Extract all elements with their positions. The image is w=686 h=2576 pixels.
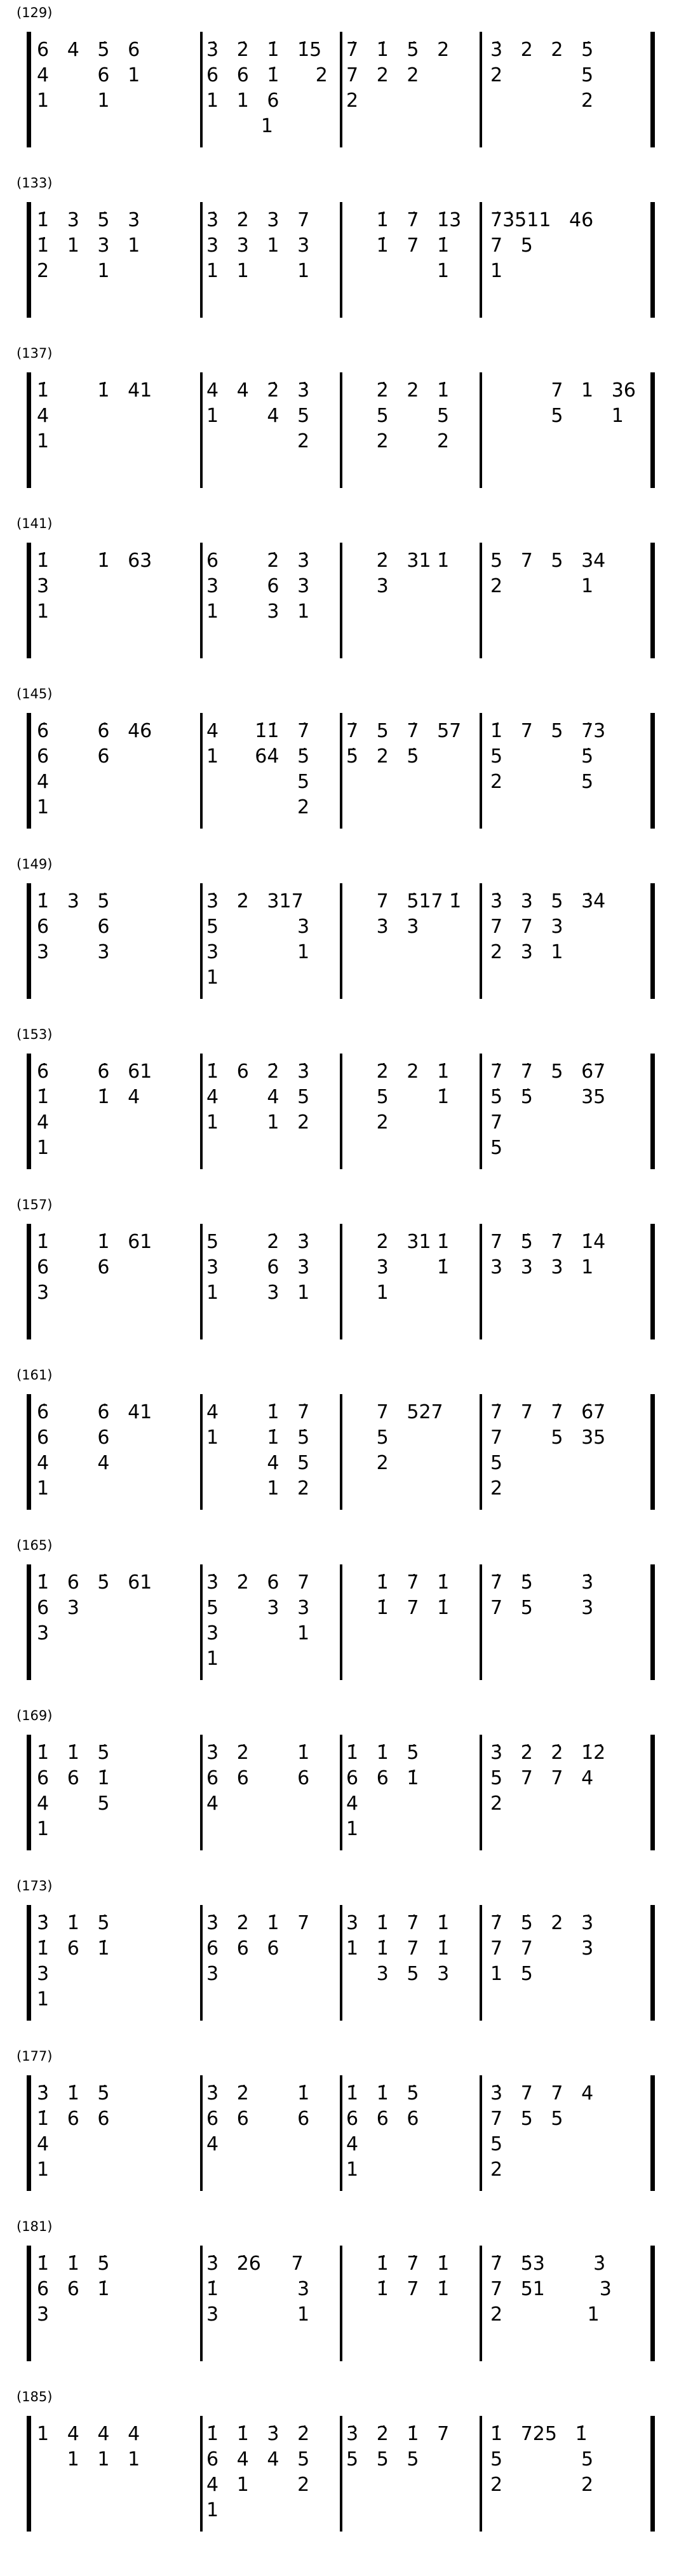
score-system (0, 1027, 686, 1181)
note-row: 4 6 1 (37, 64, 140, 86)
barline (650, 2416, 655, 2532)
barline (480, 883, 482, 999)
note-row: 1̇ 1̇ 5̇ (346, 1742, 419, 1764)
note-row: 6 6 6 (206, 2108, 310, 2130)
note-row: 6 4 5̇ 6 (37, 39, 140, 61)
barline (480, 32, 482, 147)
score-system (0, 175, 686, 329)
barline (200, 32, 203, 147)
note-row: 1̇ 1 3 1 (37, 234, 140, 257)
barline (340, 1564, 342, 1680)
note-row: 1 4 5 (206, 405, 310, 427)
barline (480, 1224, 482, 1339)
barline (480, 1564, 482, 1680)
note-row: 2̇ 2 1̇ (346, 379, 450, 402)
barline (200, 2246, 203, 2361)
note-row: 4 (37, 1111, 50, 1134)
score-system (0, 686, 686, 840)
barline (480, 713, 482, 829)
note-row: 6 2̇ 3̇ (206, 550, 310, 572)
note-row: 2 5 (490, 771, 594, 793)
barline (650, 1905, 655, 2021)
note-row: 1̇ 725 1̇ (490, 2423, 588, 2445)
note-row: 3 1 (206, 2303, 310, 2326)
score-system (0, 346, 686, 499)
barline (27, 1905, 31, 2021)
note-row: 1̇ 7̇ 1̇3 (346, 209, 462, 231)
note-row: 5 5 (490, 2448, 594, 2471)
note-row: 6 6 (37, 745, 110, 768)
note-row: 1̇ 6 1̇ (37, 1937, 110, 1960)
note-row: 5̇ 5̇ 35 (490, 1086, 606, 1108)
note-row: 3̇ 2̇ 2̇ 1̇2̇ (490, 1742, 606, 1764)
note-row: 3 3 3 1 (490, 1256, 594, 1278)
measure-number: (145) (17, 686, 53, 702)
note-row: 5 (346, 1427, 389, 1449)
note-row: 5̇ 2 5̇ (346, 745, 419, 768)
barline (650, 202, 655, 318)
note-row: 6 6 1̇ (37, 1767, 110, 1789)
note-row: 7 7 3 (490, 1937, 594, 1960)
note-row: 1 (37, 430, 50, 452)
note-row: 6 6 1̇ (346, 1767, 419, 1789)
note-row: 1 (37, 1988, 50, 2010)
barline (340, 883, 342, 999)
barline (650, 32, 655, 147)
note-row: 2 (346, 90, 359, 112)
barline (340, 2075, 342, 2191)
note-row: 3 3 (346, 916, 419, 938)
note-row: 1̇ 1̇ 61 (37, 1231, 152, 1253)
barline (340, 32, 342, 147)
score-system (0, 1538, 686, 1691)
measure-number: (185) (17, 2389, 53, 2404)
note-row: 3̇ 2̇ 1̇ (206, 2082, 310, 2105)
note-row: 1 4 4 4 (37, 2423, 140, 2445)
note-row: 7 5 (490, 234, 533, 257)
note-row: 7̇ 5̇ 2 3̇ (490, 1912, 594, 1934)
barline (200, 1054, 203, 1169)
note-row: 7̇ 5̇ 3̇ (490, 1571, 594, 1594)
barline (650, 1735, 655, 1850)
score-system (0, 516, 686, 670)
score-system (0, 1708, 686, 1862)
note-row: 1 1 1 (206, 260, 310, 282)
note-row: 1 5 (490, 1963, 533, 1985)
barline (200, 202, 203, 318)
measure-number: (177) (17, 2049, 53, 2064)
barline (200, 1224, 203, 1339)
note-row: 1 (37, 1477, 50, 1500)
note-row: 2 3 1 (490, 941, 563, 963)
note-row: 3 1 (206, 1622, 310, 1644)
note-row: 1̇ 7 1̇ (346, 2278, 450, 2300)
note-row: 1 (346, 260, 450, 282)
note-row: 7 7 3 (490, 916, 563, 938)
barline (480, 1735, 482, 1850)
note-row: 1 (346, 1282, 389, 1304)
barline (200, 1905, 203, 2021)
measure-number: (161) (17, 1367, 53, 1383)
note-row: 4 (206, 1793, 219, 1815)
note-row: 1̇ 1̇ 4 (37, 1086, 140, 1108)
note-row: 3̇ 2 2 5̇ (490, 39, 594, 61)
note-row: 4 (37, 405, 50, 427)
barline (27, 543, 31, 658)
score-system (0, 1367, 686, 1521)
note-row: 3 1 (206, 941, 310, 963)
note-row: 7 5̇17 1̇ (346, 890, 462, 912)
note-row: 3 1̇ (346, 1256, 450, 1278)
note-row: 5 (490, 1137, 503, 1159)
note-row: 6̇ 6̇ 46 (37, 720, 152, 742)
measure-number: (157) (17, 1197, 53, 1212)
note-row: 6 4 4 5 (206, 2448, 310, 2471)
note-row: 1̇ 3 5̇ 3 (37, 209, 140, 231)
note-row: 4 5 (37, 1793, 110, 1815)
note-row: 6 6 (37, 916, 110, 938)
note-row: 1̇ 1̇ 41 (37, 379, 152, 402)
note-row: 5 2̇ 3̇ (206, 1231, 310, 1253)
note-row: 7 5̇ 7̇ 1̇4̇ (490, 1231, 606, 1253)
barline (650, 2246, 655, 2361)
barline (340, 713, 342, 829)
note-row: 5 (490, 2133, 503, 2155)
note-row: 3̇ 2̇ 1̇ (206, 1742, 310, 1764)
note-row: 4 1 2 (206, 2474, 310, 2496)
note-row: 1 (37, 796, 50, 818)
barline (200, 883, 203, 999)
note-row: 1̇ 7 1̇ (346, 234, 450, 257)
measure-number: (173) (17, 1878, 53, 1894)
barline (340, 2416, 342, 2532)
note-row: 3 5 3 (346, 1963, 450, 1985)
note-row: 3 6 3 (206, 1256, 310, 1278)
note-row: 2 2 (490, 2474, 594, 2496)
barline (200, 1394, 203, 1510)
note-row: 3̇ 2̇ 317 (206, 890, 304, 912)
note-row: 6 6 6 (346, 2108, 419, 2130)
score-system (0, 5, 686, 159)
note-row: 4 4 5 (206, 1086, 310, 1108)
barline (27, 1054, 31, 1169)
barline (650, 1224, 655, 1339)
note-row: 3 1̇ 7̇ 1̇ (346, 1912, 450, 1934)
note-row: 4 4 2̇ 3̇ (206, 379, 310, 402)
note-row: 3̇ 2̇ 6 7 (206, 1571, 310, 1594)
note-row: 7 5 35 (490, 1427, 606, 1449)
barline (340, 2246, 342, 2361)
note-row: 3 (37, 2303, 50, 2326)
note-row: 1 (37, 600, 50, 623)
barline (27, 372, 31, 488)
note-row: 4 (206, 2133, 219, 2155)
note-row: 1̇ 1̇ 3̇ 2̇ (206, 2423, 310, 2445)
note-row: 6 6 (37, 1256, 110, 1278)
barline (27, 2416, 31, 2532)
note-row: 3 (37, 1622, 50, 1644)
barline (480, 2416, 482, 2532)
note-row: 6 6 1̇ 2 (206, 64, 328, 86)
note-row: 1 3 1 (206, 1282, 310, 1304)
barline (480, 1394, 482, 1510)
note-row: 3 3 1 3 (206, 234, 310, 257)
note-row: 4 4 (37, 1452, 110, 1474)
note-row: 2 (490, 1793, 503, 1815)
barline (27, 1564, 31, 1680)
barline (200, 372, 203, 488)
score-system (0, 1197, 686, 1351)
note-row: 7 527 (346, 1401, 443, 1423)
note-row: 1 (346, 2159, 359, 2181)
note-row: 2̇ 31 1̇ (346, 550, 450, 572)
note-row: 1 1̇ 7 1̇ (346, 1937, 450, 1960)
note-row: 1 (206, 966, 219, 989)
measure-number: (169) (17, 1708, 53, 1723)
note-row: 2 5 (490, 64, 594, 86)
note-row: 4 (346, 1793, 359, 1815)
note-row: 5 3 (206, 916, 310, 938)
note-row: 2 1 (490, 2303, 600, 2326)
note-row: 3 (206, 1963, 219, 1985)
note-row: 3̇ 2̇6 7 (206, 2253, 304, 2275)
note-row: 7 2 2 (346, 64, 419, 86)
note-row: 2 (206, 796, 310, 818)
note-row: 7 51 3 (490, 2278, 612, 2300)
note-row: 1 64̇ 5̇ (206, 745, 310, 768)
barline (27, 1224, 31, 1339)
barline (650, 543, 655, 658)
note-row: 1̇ 1̇ 63 (37, 550, 152, 572)
note-row: 3̇ 1̇ 5̇ (37, 1912, 110, 1934)
note-row: 7̇3̇5̇11 46 (490, 209, 594, 231)
note-row: 1 (37, 1818, 50, 1840)
note-row: 3̇ 7 7 4 (490, 2082, 594, 2105)
note-row: 1 1 6 (206, 90, 279, 112)
note-row: 1 1 (37, 90, 110, 112)
note-row: 1 (206, 1648, 219, 1670)
note-row: 1̇ 7 1̇ (346, 1597, 450, 1619)
note-row: 1̇ 1̇ 5̇ (346, 2082, 419, 2105)
note-row: 7̇ 7 7̇ 6̇7̇ (490, 1401, 606, 1423)
note-row: 2 (490, 2159, 503, 2181)
barline (650, 1564, 655, 1680)
note-row: 2 (490, 1477, 503, 1500)
note-row: 5 1 (490, 405, 624, 427)
note-row: 7 (490, 1111, 503, 1134)
note-row: 5 (206, 771, 310, 793)
note-row: 2 (490, 90, 594, 112)
note-row: 6̇ 6̇ 41 (37, 1401, 152, 1423)
barline (480, 2075, 482, 2191)
score-system (0, 2389, 686, 2543)
note-row: 6̇ 6̇ 61 (37, 1061, 152, 1083)
note-row: 6 6 6 (206, 1767, 310, 1789)
barline (340, 543, 342, 658)
note-row: 1 1 1 (37, 2448, 140, 2471)
barline (340, 1224, 342, 1339)
note-row: 3 (346, 575, 389, 597)
note-row: 7 5 5 (490, 2108, 563, 2130)
barline (27, 202, 31, 318)
barline (650, 372, 655, 488)
note-row: 3 3 (37, 941, 110, 963)
note-row: 7 1 36 (490, 379, 636, 402)
note-row: 2 1 (490, 575, 594, 597)
note-row: 1̇ 6 6 (37, 2108, 110, 2130)
score-system (0, 2219, 686, 2373)
note-row: 1 2 (206, 1477, 310, 1500)
barline (480, 1905, 482, 2021)
note-row: 3̇ 2̇ 3 7 (206, 209, 310, 231)
barline (340, 202, 342, 318)
measure-number: (165) (17, 1538, 53, 1553)
note-row: 1̇ 3 (206, 2278, 310, 2300)
barline (480, 543, 482, 658)
note-row: 5 7 7 4 (490, 1767, 594, 1789)
note-row: 5 5 (346, 405, 450, 427)
barline (340, 1394, 342, 1510)
barline (650, 2075, 655, 2191)
note-row: 4 5 (206, 1452, 310, 1474)
note-row: 3̇ 2̇ 1̇ 1̇5 (206, 39, 322, 61)
barline (480, 1054, 482, 1169)
note-row: 6 6 (37, 1427, 110, 1449)
note-row: 6 6 6 (206, 1937, 279, 1960)
barline (27, 32, 31, 147)
note-row: 1 1 2 (206, 1111, 310, 1134)
measure-number: (129) (17, 5, 53, 20)
note-row: 1 (206, 2499, 219, 2521)
note-row: 4 (346, 2133, 359, 2155)
note-row: 1 (206, 115, 273, 137)
note-row: 4 (37, 771, 50, 793)
note-row: 1 3 1 (206, 600, 310, 623)
note-row: 5 5 5 (346, 2448, 419, 2471)
note-row: 7̇ 5̇3 3̇ (490, 2253, 606, 2275)
measure-number: (149) (17, 857, 53, 872)
barline (27, 2075, 31, 2191)
barline (650, 1394, 655, 1510)
barline (480, 2246, 482, 2361)
barline (480, 202, 482, 318)
barline (650, 713, 655, 829)
note-row: 1̇ 3 5̇ (37, 890, 110, 912)
note-row: 3 (37, 1963, 50, 1985)
note-row: 5 3 3 (206, 1597, 310, 1619)
measure-number: (181) (17, 2219, 53, 2234)
barline (650, 1054, 655, 1169)
note-row: 2 1 (37, 260, 110, 282)
note-row: 1̇ 1̇ 5̇ (37, 1742, 110, 1764)
note-row: 1 (346, 1818, 359, 1840)
note-row: 5 5̇ (490, 745, 594, 768)
note-row: 6 3 (37, 1597, 79, 1619)
barline (200, 1564, 203, 1680)
score-system (0, 857, 686, 1010)
barline (27, 2246, 31, 2361)
note-row: 5 7 5 34 (490, 550, 606, 572)
note-row: 4 1̇1̇ 7̇ (206, 720, 310, 742)
barline (27, 883, 31, 999)
note-row: 1 (37, 2159, 50, 2181)
measure-number: (153) (17, 1027, 53, 1042)
barline (27, 1394, 31, 1510)
note-row: 1̇ 7̇ 1̇ (346, 2253, 450, 2275)
barline (200, 713, 203, 829)
note-row: 2 (346, 1452, 389, 1474)
note-row: 1̇ 1̇ 5̇ (37, 2253, 110, 2275)
note-row: 1̇ 7 5 7̇3 (490, 720, 606, 742)
measure-number: (137) (17, 346, 53, 361)
note-row: 2 (346, 1111, 389, 1134)
barline (27, 713, 31, 829)
score-system (0, 1878, 686, 2032)
note-row: 3̇ 1̇ 5̇ (37, 2082, 110, 2105)
score-system (0, 2049, 686, 2202)
note-row: 3 (37, 1282, 50, 1304)
note-row: 4 1̇ 7̇ (206, 1401, 310, 1423)
note-row: 7̇ 1̇ 5̇ 2 (346, 39, 450, 61)
note-row: 3̇ 2̇ 1̇ 7 (206, 1912, 310, 1934)
note-row: 1̇ 7̇ 1̇ (346, 1571, 450, 1594)
barline (340, 1054, 342, 1169)
barline (200, 1735, 203, 1850)
note-row: 7̇ 5 7̇ 57 (346, 720, 462, 742)
note-row: 7 5 3 (490, 1597, 594, 1619)
note-row: 3 6 3 (206, 575, 310, 597)
note-row: 3̇ 3 5 3̇4̇ (490, 890, 606, 912)
note-row: 2 2 (346, 430, 450, 452)
note-row: 6 6 1̇ (37, 2278, 110, 2300)
barline (200, 2075, 203, 2191)
note-row: 3 (37, 575, 50, 597)
barline (27, 1735, 31, 1850)
note-row: 2̇ 2 1̇ (346, 1061, 450, 1083)
note-row: 4 (37, 2133, 50, 2155)
barline (340, 372, 342, 488)
note-row: 1 1̇ 5̇ (206, 1427, 310, 1449)
note-row: 5 1̇ (346, 1086, 450, 1108)
note-row: 1̇ 6 5̇ 61 (37, 1571, 152, 1594)
barline (650, 883, 655, 999)
barline (340, 1735, 342, 1850)
note-row: 7̇ 7̇ 5 6̇7̇ (490, 1061, 606, 1083)
barline (200, 2416, 203, 2532)
note-row: 5 (490, 1452, 503, 1474)
note-row: 2̇ 31 1̇ (346, 1231, 450, 1253)
note-row: 3̇ 2̇ 1̇ 7 (346, 2423, 450, 2445)
note-row: 1 (490, 260, 503, 282)
barline (340, 1905, 342, 2021)
note-row: 1̇ 6 2̇ 3̇ (206, 1061, 310, 1083)
note-row: 2 (206, 430, 310, 452)
barline (200, 543, 203, 658)
measure-number: (133) (17, 175, 53, 191)
barline (480, 372, 482, 488)
note-row: 1 (37, 1137, 50, 1159)
measure-number: (141) (17, 516, 53, 531)
